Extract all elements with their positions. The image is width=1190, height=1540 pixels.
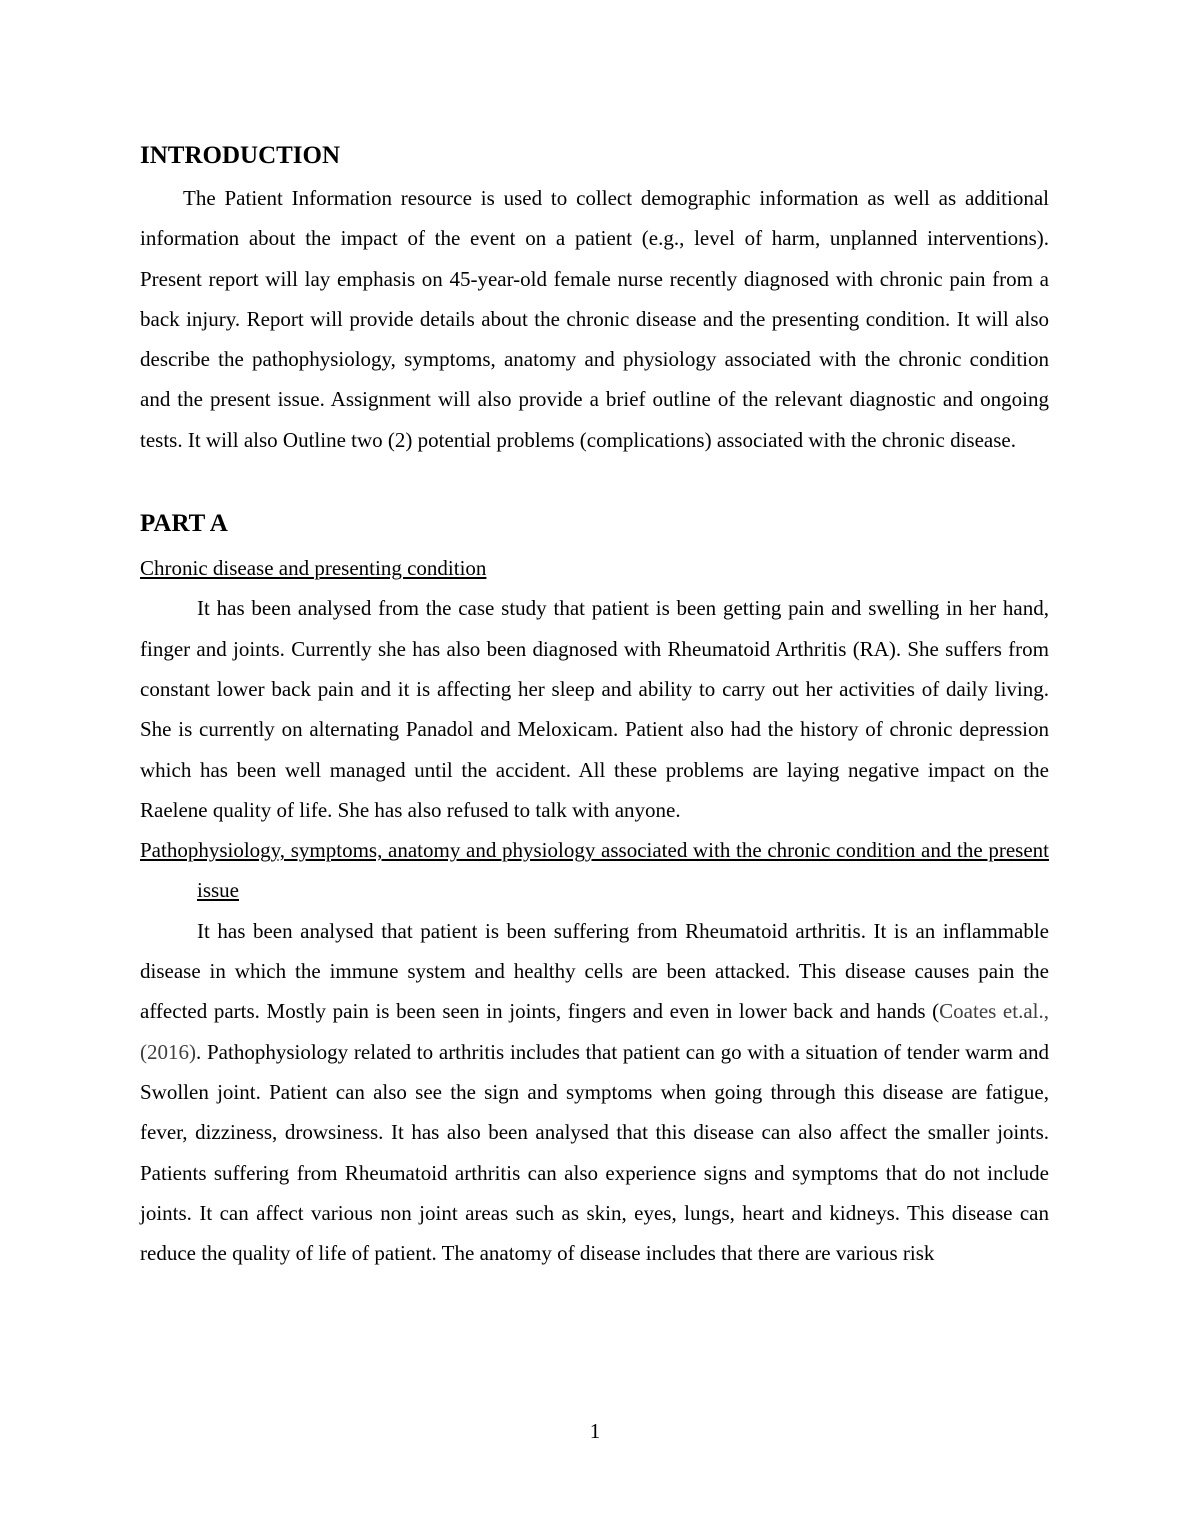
- pathophysiology-text-part1: It has been analysed that patient is been suffering from Rheumatoid arthritis. It is an inflammable disease in which the immune system and healthy cells are been attacked. This disease causes pain the affected parts. Mostly pain is been seen in joints, fingers and even in lower back and hands (: [140, 918, 1049, 1024]
- pathophysiology-paragraph: [140, 911, 1049, 1274]
- citation: Coates et.al., (2016): [140, 999, 1049, 1064]
- pathophysiology-text-part2: . Pathophysiology related to arthritis includes that patient can go with a situation of tender warm and Swollen joint. Patient can also see the sign and symptoms when going through this disease are fatigue, fever, dizziness, drowsiness. It has also been analysed that this disease can also affect the smaller joints. Patients suffering from Rheumatoid arthritis can also experience signs and symptoms that do not include joints. It can affect various non joint areas such as skin, eyes, lungs, heart and kidneys. This disease can reduce the quality of life of patient. The anatomy of disease includes that there are various risk: [140, 1039, 1049, 1266]
- chronic-disease-paragraph: It has been analysed from the case study that patient is been getting pain and swelling in her hand, finger and joints. Currently she has also been diagnosed with Rheumatoid Arthritis (RA). She suffers from constant lower back pain and it is affecting her sleep and ability to carry out her activities of daily living. She is currently on alternating Panadol and Meloxicam. Patient also had the history of chronic depression which has been well managed until the accident. All these problems are laying negative impact on the Raelene quality of life. She has also refused to talk with anyone.: [140, 596, 1049, 822]
- pathophysiology-subheading: Pathophysiology, symptoms, anatomy and physiology associated with the chronic condition and the present issue: [140, 838, 1049, 903]
- introduction-heading: INTRODUCTION: [140, 142, 341, 169]
- part-a-heading: PART A: [140, 510, 228, 538]
- page-number: 1: [589, 1419, 601, 1443]
- chronic-disease-subheading: Chronic disease and presenting condition: [140, 556, 487, 581]
- introduction-paragraph: The Patient Information resource is used to collect demographic information as well as additional information about the impact of the event on a patient (e.g., level of harm, unplanned interventions). Present report will lay emphasis on 45-year-old female nurse recently diagnosed with chronic pain from a back injury. Report will provide details about the chronic disease and the presenting condition. It will also describe the pathophysiology, symptoms, anatomy and physiology associated with the chronic condition and the present issue. Assignment will also provide a brief outline of the relevant diagnostic and ongoing tests. It will also Outline two (2) potential problems (complications) associated with the chronic disease.: [140, 186, 1049, 452]
- document-page: [140, 138, 1049, 1273]
